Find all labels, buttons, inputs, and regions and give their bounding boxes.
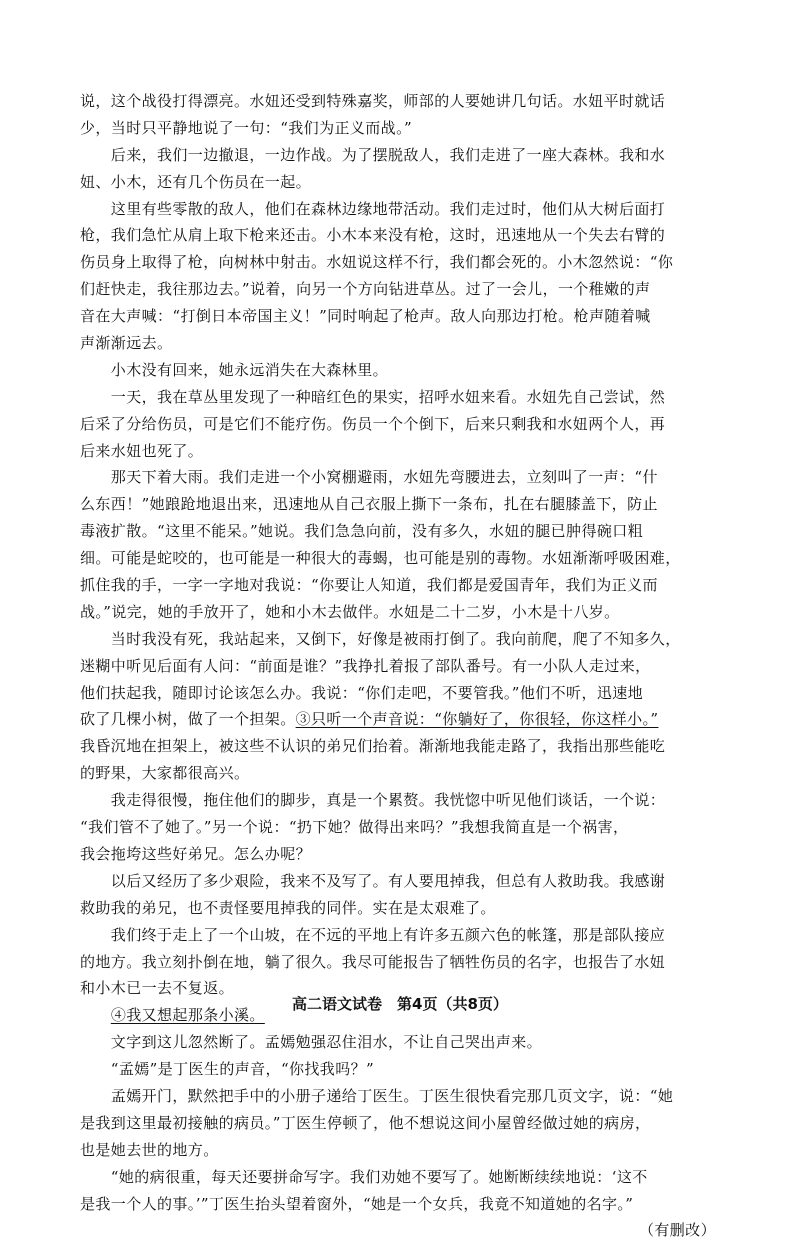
line-text: 抓住我的手，一字一字地对我说：“你要让人知道，我们都是爱国青年，我们为正义而 — [80, 576, 658, 595]
text-line — [80, 330, 720, 357]
text-line — [80, 1137, 720, 1164]
text-line — [80, 680, 720, 707]
line-text: 战。”说完，她的手放开了，她和小木去做伴。水妞是二十二岁，小木是十八岁。 — [80, 602, 620, 621]
line-text: 是我一个人的事。’”丁医生抬头望着窗外，“她是一个女兵，我竟不知道她的名字。” — [80, 1194, 634, 1213]
text-line — [80, 922, 720, 949]
line-text: 我们终于走上了一个山坡，在不远的平地上有许多五颜六色的帐篷，那是部队接应 — [80, 925, 666, 944]
text-line — [80, 653, 720, 680]
line-text: 的野果，大家都很高兴。 — [80, 764, 250, 783]
text-line — [80, 895, 720, 922]
text-line — [80, 115, 720, 142]
line-text: 这里有些零散的敌人，他们在森林边缘地带活动。我们走过时，他们从大树后面打 — [80, 199, 666, 218]
text-line — [80, 222, 720, 249]
line-text: 说，这个战役打得漂亮。水妞还受到特殊嘉奖，师部的人要她讲几句话。水妞平时就话 — [80, 92, 666, 110]
text-line — [80, 814, 720, 841]
text-line — [80, 411, 720, 438]
text-line — [80, 384, 720, 411]
text-line — [80, 88, 720, 115]
line-text: 是我到这里最初接触的病员。”丁医生停顿了，他不想说这间小屋曾经做过她的病房， — [80, 1113, 651, 1132]
line-text: （有删改） — [638, 1221, 716, 1240]
line-text: 音在大声喊：“打倒日本帝国主义！”同时响起了枪声。敌人向那边打枪。枪声随着喊 — [80, 307, 651, 326]
text-line — [80, 1083, 720, 1110]
text-line — [80, 626, 720, 653]
text-line — [80, 169, 720, 196]
line-text: 妞、小木，还有几个伤员在一起。 — [80, 172, 312, 191]
line-text: 的地方。我立刻扑倒在地，躺了很久。我尽可能报告了牺牲伤员的名字，也报告了水妞 — [80, 952, 666, 971]
line-text: 孟嫣开门，默然把手中的小册子递给丁医生。丁医生很快看完那几页文字，说：“她 — [80, 1086, 674, 1105]
underlined-sentence: ④我又想起那条小溪。 — [110, 1006, 265, 1025]
line-text: 我会拖垮这些好弟兄。怎么办呢？ — [80, 844, 312, 863]
text-line — [80, 518, 720, 545]
underlined-sentence: ③只听一个声音说：“你躺好了，你很轻，你这样小。” — [295, 710, 659, 729]
line-text: 文字到这儿忽然断了。孟嫣勉强忍住泪水，不让自己哭出声来。 — [80, 1033, 543, 1052]
text-line — [80, 491, 720, 518]
line-text: 迷糊中听见后面有人问：“前面是谁？”我挣扎着报了部队番号。有一小队人走过来， — [80, 656, 651, 675]
text-line — [80, 1110, 720, 1137]
line-text: 砍了几棵小树，做了一个担架。 — [80, 710, 296, 729]
line-text: 细。可能是蛇咬的，也可能是一种很大的毒蝎，也可能是别的毒物。水妞渐渐呼吸困难， — [80, 549, 681, 568]
line-text: 以后又经历了多少艰险，我来不及写了。有人要甩掉我，但总有人救助我。我感谢 — [80, 871, 666, 890]
line-text: 我昏沉地在担架上，被这些不认识的弟兄们抬着。渐渐地我能走路了，我指出那些能吃 — [80, 737, 666, 756]
line-text: 当时我没有死，我站起来，又倒下，好像是被雨打倒了。我向前爬，爬了不知多久， — [80, 629, 681, 648]
document-body — [80, 88, 720, 1244]
line-text: 声渐渐远去。 — [80, 334, 173, 353]
line-text: 毒液扩散。“这里不能呆。”她说。我们急急向前，没有多久，水妞的腿已肿得碗口粗 — [80, 522, 644, 541]
line-text: 他们扶起我，随即讨论该怎么办。我说：“你们走吧，不要管我。”他们不听，迅速地 — [80, 683, 644, 702]
line-text: 一天，我在草丛里发现了一种暗红色的果实，招呼水妞来看。水妞先自己尝试，然 — [80, 387, 666, 406]
text-line — [80, 1217, 720, 1244]
text-line — [80, 464, 720, 491]
line-text: 那天下着大雨。我们走进一个小窝棚避雨，水妞先弯腰进去，立刻叫了一声：“什 — [80, 468, 658, 487]
line-text: 也是她去世的地方。 — [80, 1140, 219, 1159]
text-line — [80, 1191, 720, 1218]
text-line — [80, 142, 720, 169]
line-text: 后来，我们一边撤退，一边作战。为了摆脱敌人，我们走进了一座大森林。我和水 — [80, 145, 666, 164]
line-text: 后采了分给伤员，可是它们不能疗伤。伤员一个个倒下，后来只剩我和水妞两个人，再 — [80, 414, 666, 433]
text-line — [80, 249, 720, 276]
line-text: 救助我的弟兄，也不责怪要甩掉我的同伴。实在是太艰难了。 — [80, 898, 496, 917]
text-line — [80, 949, 720, 976]
line-text: 枪，我们急忙从肩上取下枪来还击。小木本来没有枪，这时，迅速地从一个失去右臂的 — [80, 226, 666, 245]
line-text: 们赶快走，我往那边去。”说着，向另一个方向钻进草丛。过了一会儿，一个稚嫩的声 — [80, 280, 651, 299]
text-line — [80, 276, 720, 303]
text-line — [80, 787, 720, 814]
text-line — [80, 706, 720, 733]
line-text: 小木没有回来，她永远消失在大森林里。 — [80, 360, 389, 379]
line-text: 和小木已一去不复返。 — [80, 979, 235, 998]
line-text: “她的病很重，每天还要拼命写字。我们劝她不要写了。她断断续续地说：‘这不 — [80, 1167, 648, 1186]
text-line — [80, 572, 720, 599]
line-text: 么东西！”她踉跄地退出来，迅速地从自己衣服上撕下一条布，扎在右腿膝盖下，防止 — [80, 495, 658, 514]
text-line — [80, 1056, 720, 1083]
line-text: “孟嫣”是丁医生的声音，“你找我吗？” — [80, 1060, 375, 1079]
text-line — [80, 545, 720, 572]
line-text: 少，当时只平静地说了一句：“我们为正义而战。” — [80, 118, 413, 137]
text-line — [80, 1029, 720, 1056]
line-text: “我们管不了她了。”另一个说：“扔下她？做得出来吗？”我想我简直是一个祸害， — [80, 818, 629, 837]
text-line — [80, 868, 720, 895]
line-text: 伤员身上取得了枪，向树林中射击。水妞说这样不行，我们都会死的。小木忽然说：“你 — [80, 253, 674, 272]
text-line — [80, 760, 720, 787]
text-line — [80, 599, 720, 626]
text-line — [80, 357, 720, 384]
line-text: 我走得很慢，拖住他们的脚步，真是一个累赘。我恍惚中听见他们谈话，一个说： — [80, 791, 666, 810]
text-line — [80, 303, 720, 330]
page-footer: 高二语文试卷 第4页（共8页） — [292, 995, 508, 1013]
text-line — [80, 1164, 720, 1191]
text-line — [80, 733, 720, 760]
text-line — [80, 438, 720, 465]
text-line — [80, 841, 720, 868]
text-line — [80, 196, 720, 223]
line-text: 后来水妞也死了。 — [80, 441, 204, 460]
